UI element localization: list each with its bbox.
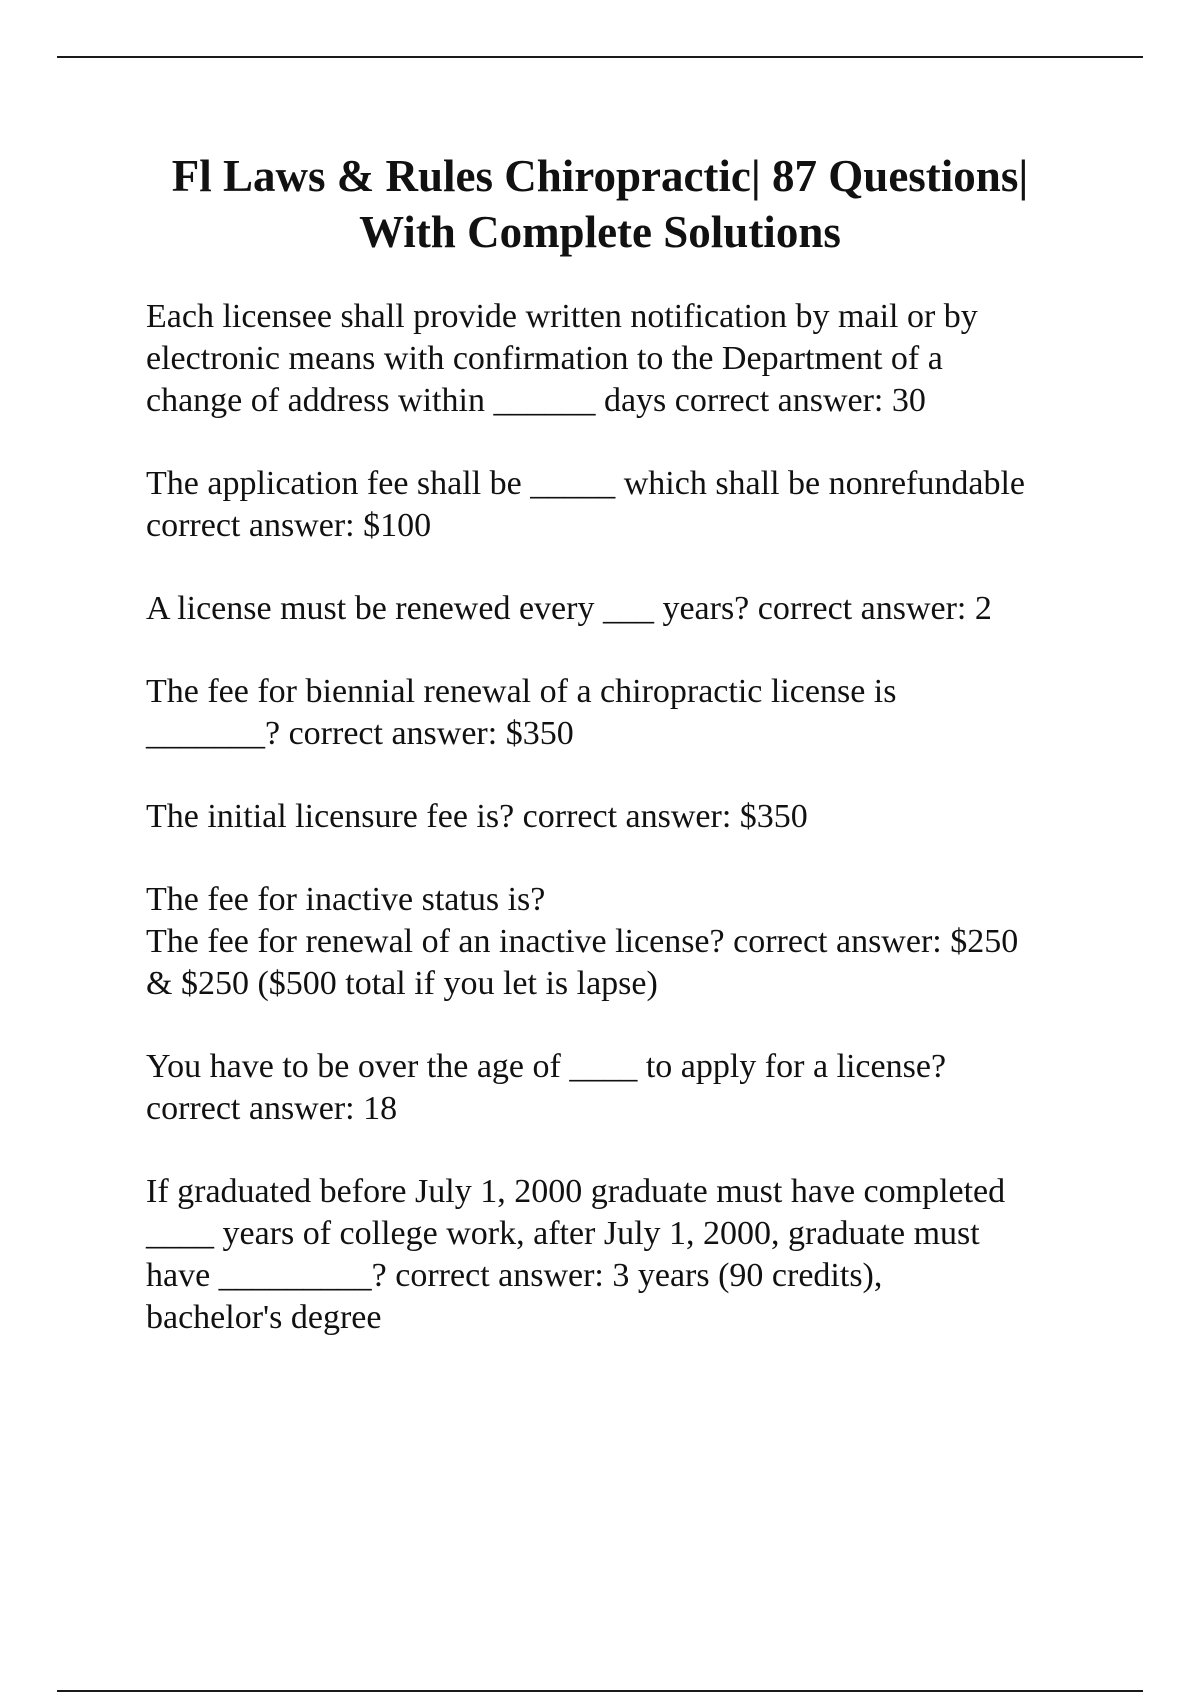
question-item [146,588,1106,630]
question-item [146,463,1106,547]
question-line: & $250 ($500 total if you let is lapse) [146,965,658,1002]
title-line-2: With Complete Solutions [359,207,841,257]
question-line: Each licensee shall provide written notification by mail or by [146,298,978,335]
question-item [146,879,1106,1005]
question-line: correct answer: $100 [146,507,432,544]
question-line: change of address within ______ days correct answer: 30 [146,382,926,419]
question-line: The fee for renewal of an inactive license? correct answer: $250 [146,923,1019,960]
question-line: have _________? correct answer: 3 years (90 credits), [146,1257,883,1294]
document-title [110,148,1090,260]
question-item [146,1171,1106,1339]
question-list [146,296,1106,1380]
title-line-1: Fl Laws & Rules Chiropractic| 87 Questions| [171,151,1029,201]
top-divider [57,56,1143,58]
question-line: You have to be over the age of ____ to apply for a license? [146,1048,947,1085]
question-item [146,1046,1106,1130]
question-item [146,671,1106,755]
question-line: The fee for inactive status is? [146,881,546,918]
question-line: If graduated before July 1, 2000 graduate must have completed [146,1173,1006,1210]
question-item [146,796,1106,838]
question-line: electronic means with confirmation to the Department of a [146,340,943,377]
question-line: correct answer: 18 [146,1090,398,1127]
question-line: bachelor's degree [146,1299,382,1336]
question-line: _______? correct answer: $350 [146,715,574,752]
question-line: The application fee shall be _____ which shall be nonrefundable [146,465,1025,502]
question-line: The initial licensure fee is? correct answer: $350 [146,798,808,835]
bottom-divider [57,1690,1143,1692]
question-line: ____ years of college work, after July 1, 2000, graduate must [146,1215,980,1252]
question-line: A license must be renewed every ___ years? correct answer: 2 [146,590,992,627]
question-line: The fee for biennial renewal of a chiropractic license is [146,673,897,710]
question-item [146,296,1106,422]
